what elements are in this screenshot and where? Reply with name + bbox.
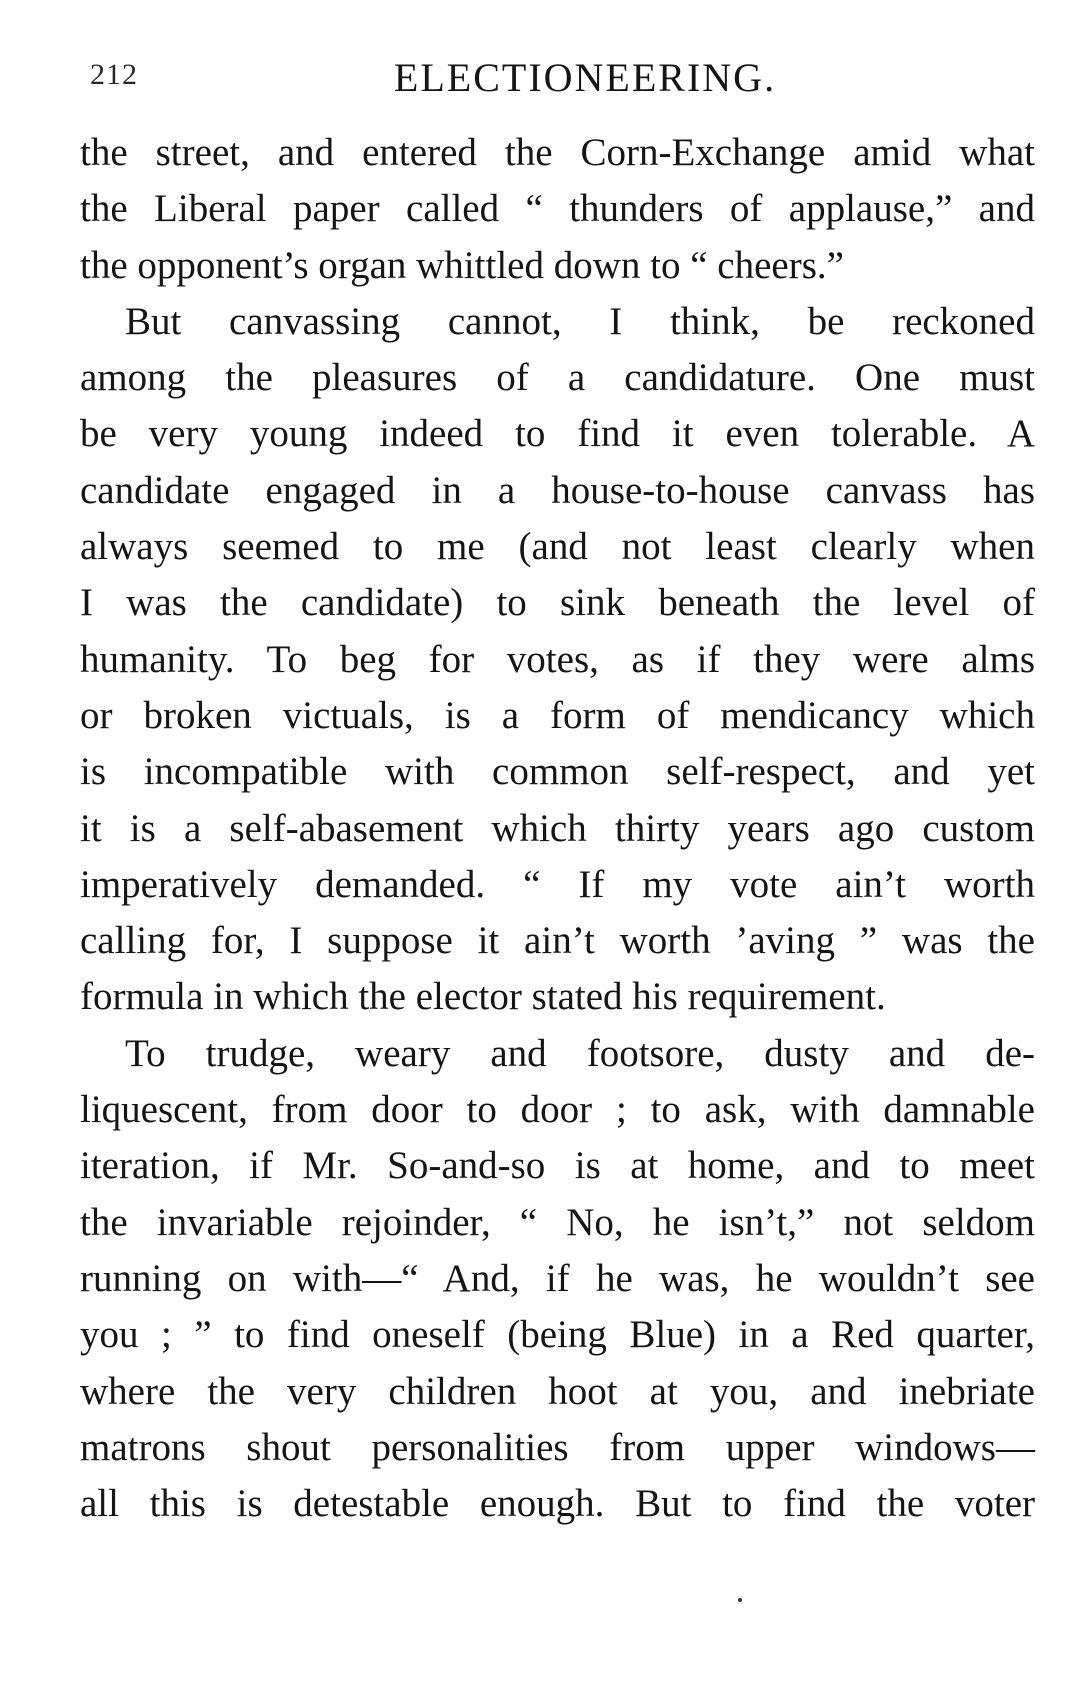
ink-speck (738, 1598, 742, 1602)
text-line: or broken victuals, is a form of mendicancy which (80, 693, 1035, 737)
text-line: I was the candidate) to sink beneath the level of (80, 581, 1035, 625)
page-number: 212 (90, 58, 138, 91)
text-line: you ; ” to find oneself (being Blue) in a Red quarter, (80, 1313, 1035, 1357)
text-line: To trudge, weary and footsore, dusty and de- (125, 1031, 1035, 1075)
text-line: be very young indeed to find it even tolerable. A (80, 412, 1035, 456)
text-line: But canvassing cannot, I think, be reckoned (125, 299, 1035, 343)
text-line: iteration, if Mr. So-and-so is at home, and to meet (80, 1144, 1035, 1188)
text-line: liquescent, from door to door ; to ask, with damnable (80, 1088, 1035, 1132)
body-text (80, 125, 1035, 1532)
text-line: is incompatible with common self-respect, and yet (80, 750, 1035, 794)
text-line: where the very children hoot at you, and inebriate (80, 1369, 1035, 1413)
text-line: the Liberal paper called “ thunders of applause,” and (80, 187, 1035, 231)
text-line: the opponent’s organ whittled down to “ cheers.” (80, 243, 844, 287)
running-title: ELECTIONEERING. (393, 55, 777, 100)
text-line: imperatively demanded. “ If my vote ain’t worth (80, 862, 1035, 906)
text-line: running on with—“ And, if he was, he wouldn’t see (80, 1256, 1035, 1300)
text-line: it is a self-abasement which thirty years ago custom (80, 806, 1035, 850)
text-line: the invariable rejoinder, “ No, he isn’t,” not seldom (80, 1200, 1035, 1244)
text-line: calling for, I suppose it ain’t worth ’aving ” was the (80, 919, 1035, 963)
text-line: among the pleasures of a candidature. One must (80, 356, 1035, 400)
running-head (90, 50, 1050, 110)
text-line: the street, and entered the Corn-Exchange amid what (80, 131, 1035, 174)
text-line: formula in which the elector stated his requirement. (80, 975, 886, 1019)
text-line: candidate engaged in a house-to-house canvass has (80, 468, 1035, 512)
text-line: always seemed to me (and not least clearly when (80, 525, 1035, 569)
text-line: all this is detestable enough. But to find the voter (80, 1482, 1035, 1526)
text-line: humanity. To beg for votes, as if they were alms (80, 637, 1035, 681)
text-line: matrons shout personalities from upper windows— (80, 1425, 1035, 1469)
